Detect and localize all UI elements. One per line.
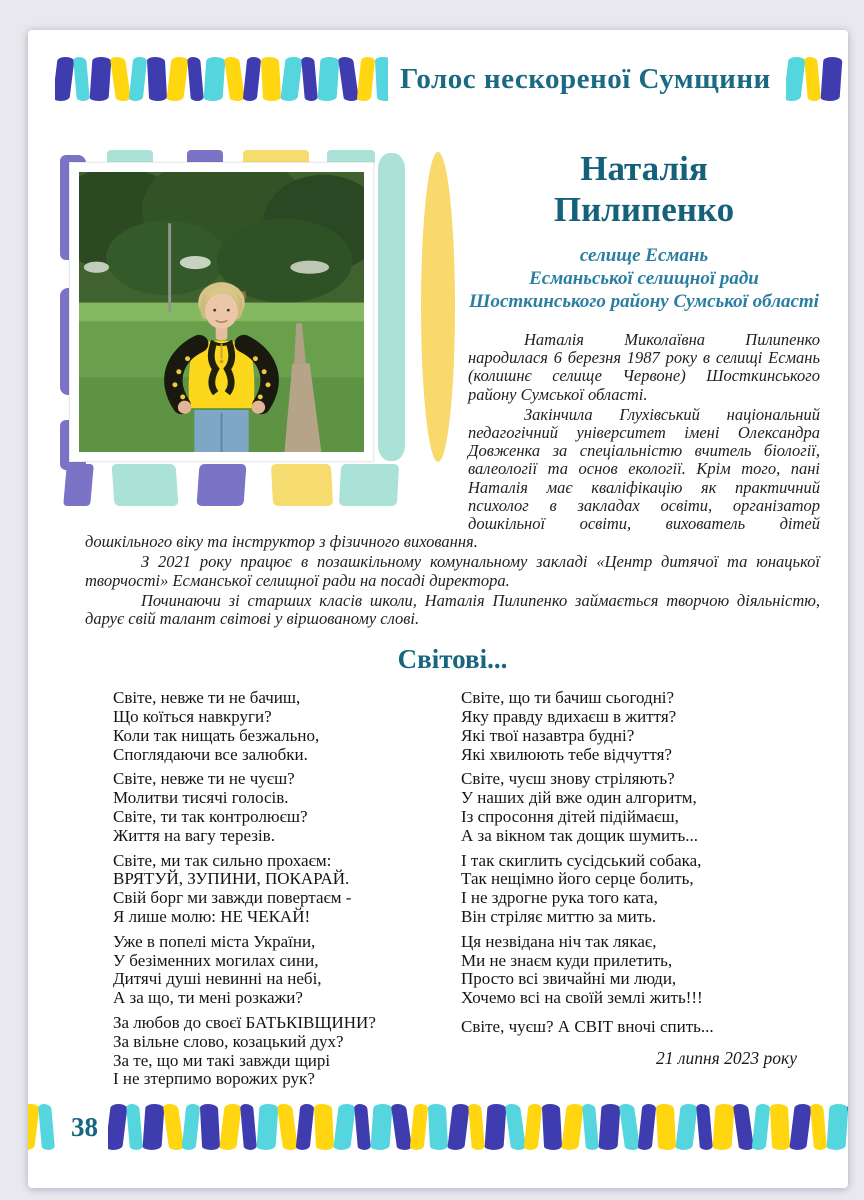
stripe [598, 1104, 620, 1150]
poem-line: Дитячі душі невинні на небі, [113, 969, 322, 989]
stripe [108, 1104, 128, 1150]
stripe [317, 57, 339, 101]
stripe [203, 57, 225, 101]
stripe [126, 1104, 143, 1150]
stripe [410, 1104, 429, 1150]
stripe [375, 57, 388, 101]
stripe [219, 1104, 242, 1150]
stripe [619, 1104, 640, 1150]
frame-yellow-vertical-stripe [421, 152, 455, 462]
poem-line: Так нещімно його серце болить, [461, 869, 694, 889]
stripe [752, 1104, 771, 1150]
page-content [28, 148, 848, 1095]
magazine-page [28, 30, 848, 1188]
stripe [484, 1104, 506, 1150]
stripe [296, 1104, 315, 1150]
poem-title: Світові... [397, 644, 508, 675]
stripe [277, 1104, 298, 1150]
stripe [675, 1104, 698, 1150]
stripe [656, 1104, 676, 1150]
stripe [166, 57, 188, 101]
poem-stanza [461, 770, 801, 845]
poem-date: 21 липня 2023 року [655, 1047, 797, 1068]
stripe [187, 57, 204, 101]
poem-line: І не зтерпимо ворожих рук? [113, 1069, 315, 1089]
profile-name-line1: Наталія [580, 149, 708, 188]
frame-bottom-stripe [197, 464, 247, 506]
frame-bottom-stripe [339, 464, 399, 506]
stripe [110, 57, 131, 101]
poem-line: Я лише молю: НЕ ЧЕКАЙ! [113, 907, 311, 927]
stripe [243, 57, 262, 101]
poem-line: У безіменних могилах сини, [113, 950, 319, 970]
profile-location-line: Есманьської селищної ради [529, 268, 759, 289]
stripe [712, 1104, 734, 1150]
poem-line: ВРЯТУЙ, ЗУПИНИ, ПОКАРАЙ. [113, 869, 350, 889]
stripe [561, 1104, 584, 1150]
poem-stanza [113, 933, 421, 1008]
poem-line: Світе, невже ти не бачиш, [113, 688, 301, 708]
poem-stanza [113, 1014, 421, 1089]
stripe [786, 57, 806, 101]
biography-paragraph: Наталія Миколаївна Пилипенко народилася 6 березня 1987 року в селищі Есмань (колишнє селище Червоне) Шосткинського району Сумської області. [468, 330, 820, 404]
poem-line: Із спросоння дітей підіймаєш, [461, 807, 679, 827]
poem-line: І так скиглить сусідський собака, [461, 850, 702, 870]
poem-line: Хочемо всі на своїй землі жить!!! [461, 988, 703, 1008]
stripe [789, 1104, 812, 1150]
biography-paragraph: Закінчила Глухівський національний педагогічний університет імені Олександра Довженка за спеціальністю вчитель біології, валеології та основ екології. Крім того, пані Наталія має кваліфікацію як практичний психолог в закладах освіти, організатор дошкільної освіти, вихователь дітей дошкільного віку та інструктор з фізичного виховання. [85, 404, 820, 552]
stripe [129, 57, 148, 101]
poem-line: Уже в попелі міста України, [113, 931, 316, 951]
poem-column-left [113, 689, 421, 1095]
poem-line: За вільне слово, козацький дух? [113, 1031, 344, 1051]
stripe [89, 57, 111, 101]
poem-line: Свій борг ми завжди повертаєм - [113, 888, 352, 908]
stripe [505, 1104, 526, 1150]
biography-paragraph: Починаючи зі старших класів школи, Наталія Пилипенко займається творчою діяльністю, дарує свій талант світові у віршованому слові. [85, 590, 820, 629]
stripe [163, 1104, 184, 1150]
stripe [468, 1104, 485, 1150]
stripe [314, 1104, 334, 1150]
portrait-photo-illustration [79, 172, 364, 452]
page-number: 38 [71, 1111, 99, 1142]
stripe [333, 1104, 356, 1150]
page-header [28, 57, 848, 101]
stripe [256, 1104, 278, 1150]
poem-stanza [461, 689, 801, 764]
poem-column-right [461, 689, 801, 1095]
stripe [542, 1104, 562, 1150]
poem-right-stanzas [461, 689, 801, 1008]
stripe [391, 1104, 412, 1150]
stripe [73, 57, 90, 101]
biography-paragraph: З 2021 року працює в позашкільному комунальному закладі «Центр дитячої та юнацької творчості» Есманської селищної ради на посаді директора. [85, 552, 820, 590]
poem-line: Світе, невже ти не чуєш? [113, 769, 295, 789]
stripe [240, 1104, 257, 1150]
frame-bottom-stripe [63, 464, 94, 506]
profile-name-line2: Пилипенко [553, 190, 735, 229]
poem-line: А за що, ти мені розкажи? [113, 988, 303, 1008]
stripe [142, 1104, 164, 1150]
poem-line: Ця незвідана ніч так лякає, [461, 931, 657, 951]
poem-line: Світе, ти так контролюєш? [113, 807, 308, 827]
poem-stanza [461, 852, 801, 927]
stripe [224, 57, 245, 101]
stripe [638, 1104, 657, 1150]
poem-line: Світе, що ти бачиш сьогодні? [461, 688, 675, 708]
stripe [696, 1104, 713, 1150]
stripe [354, 1104, 371, 1150]
stripe [826, 1104, 848, 1150]
poem-line: Просто всі звичайні ми люди, [461, 969, 677, 989]
poem-columns [85, 689, 820, 1095]
poem-stanza [461, 933, 801, 1008]
poem-closing-line: Світе, чуєш? А СВІТ вночі спить... [461, 1017, 714, 1036]
stripe [55, 57, 75, 101]
poem-stanza [113, 852, 421, 927]
stripe [582, 1104, 599, 1150]
stripe [147, 57, 167, 101]
page-footer [28, 1104, 848, 1150]
poem-line: Яку правду вдихаєш в життя? [461, 707, 677, 727]
stripe [182, 1104, 201, 1150]
poem-line: Споглядаючи все залюбки. [113, 744, 308, 764]
stripe [200, 1104, 220, 1150]
stripe [733, 1104, 754, 1150]
poem-line: Ми не знаєм куди прилетить, [461, 950, 673, 970]
footer-stripe-band-left [28, 1104, 63, 1150]
stripe [280, 57, 302, 101]
profile-location-line: селище Есмань [579, 245, 709, 266]
stripe [524, 1104, 543, 1150]
poem-line: За те, що ми такі завжди щирі [113, 1050, 331, 1070]
poem-line: Молитви тисячі голосів. [113, 788, 289, 808]
header-stripe-band-left [55, 57, 388, 101]
poem-line: За любов до своєї БАТЬКІВЩИНИ? [113, 1013, 376, 1032]
photo-block [57, 148, 458, 508]
stripe [357, 57, 376, 101]
poem-line: І не здрогне рука того ката, [461, 888, 658, 908]
stripe [261, 57, 281, 101]
frame-mint-vertical-stripe [378, 153, 405, 461]
poem-line: Життя на вагу терезів. [113, 825, 275, 845]
frame-bottom-stripe [271, 464, 333, 506]
portrait-photo [69, 162, 374, 462]
poem-line: Світе, чуєш знову стріляють? [461, 769, 675, 789]
poem-line: Світе, ми так сильно прохаєм: [113, 850, 332, 870]
poem-stanza [113, 689, 421, 764]
poem-line: Які хвилюють тебе відчуття? [461, 744, 672, 764]
poem-line: Які твої назавтра будні? [461, 725, 635, 745]
profile-location-line: Шосткинського району Сумської області [469, 291, 819, 312]
poem-line: Він стріляє миттю за мить. [461, 907, 657, 927]
stripe [301, 57, 318, 101]
poem-line: У наших дій вже один алгоритм, [461, 788, 697, 808]
poem-line: А за вікном так дощик шумить... [461, 825, 699, 845]
poem-line: Коли так нищать безжально, [113, 725, 320, 745]
stripe [810, 1104, 827, 1150]
poem-line: Що коїться навкруги? [113, 707, 272, 727]
stripe [338, 57, 359, 101]
stripe [770, 1104, 790, 1150]
stripe [38, 1104, 55, 1150]
poem-stanza [113, 770, 421, 845]
page-title: Голос нескореної Сумщини [400, 62, 771, 95]
frame-bottom-stripe [112, 464, 179, 506]
stripe [820, 57, 842, 101]
stripe [370, 1104, 392, 1150]
stripe [428, 1104, 448, 1150]
stripe [804, 57, 821, 101]
stripe [447, 1104, 470, 1150]
footer-stripe-band [108, 1104, 848, 1150]
header-stripe-band-right [786, 57, 848, 101]
